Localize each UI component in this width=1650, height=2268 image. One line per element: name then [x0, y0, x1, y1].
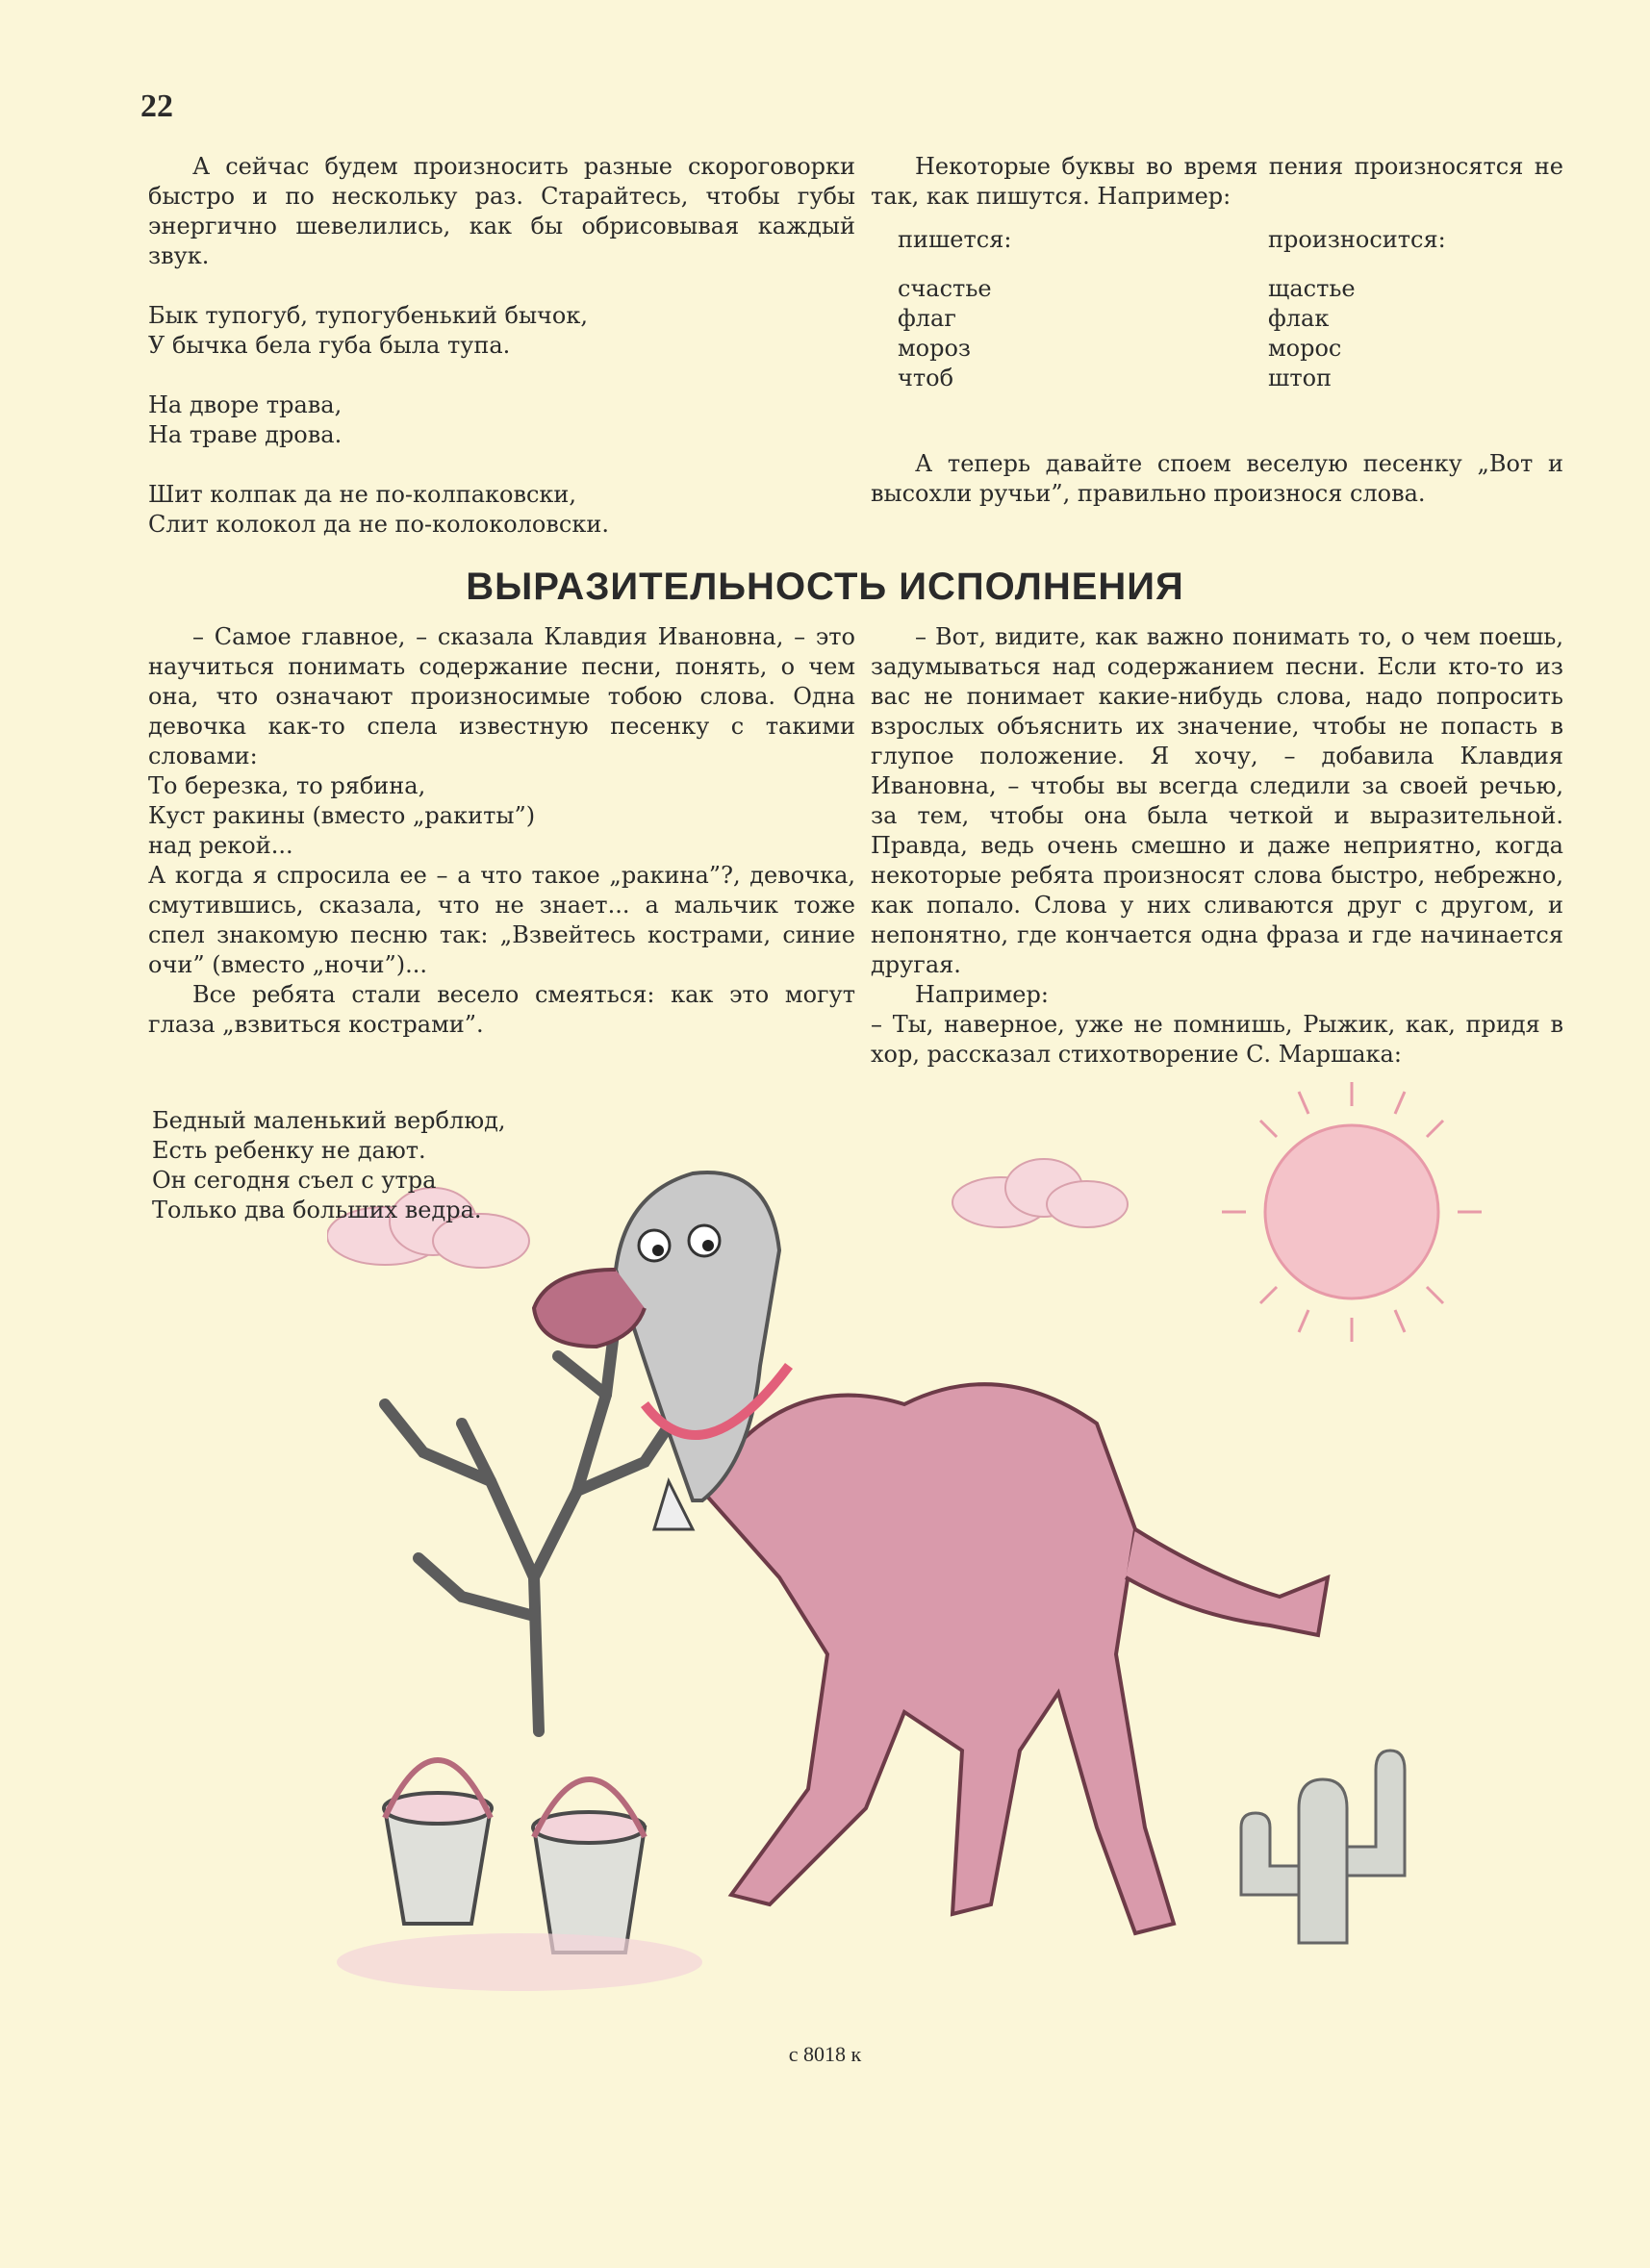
paragraph: – Самое главное, – сказала Клавдия Ивановна, – это научиться понимать содержание песни, понять, о чем она, что означают произносимые тобою слова. Одна девочка как-то спела известную песенку с такими словами: [148, 623, 855, 769]
song-quote: То березка, то рябина, Куст ракины (вместо „ракиты”) над рекой... [148, 772, 536, 859]
pronunciation-outro: А теперь давайте споем веселую песенку „Вот и высохли ручьи”, правильно произнося слова. [871, 450, 1563, 507]
spoken-word: штоп [1268, 365, 1333, 391]
written-word: чтоб [898, 365, 954, 391]
camel-illustration [327, 1077, 1578, 2020]
intro-paragraph: А сейчас будем произносить разные скороговорки быстро и по нескольку раз. Старайтесь, чтобы губы энергично шевелились, как бы обрисовывая каждый звук. [148, 153, 855, 269]
camel-icon [534, 1172, 1328, 1933]
print-code: с 8018 к [788, 2042, 862, 2066]
bucket-icon [384, 1760, 492, 1924]
left-middle-column [148, 622, 855, 1040]
bucket-icon [533, 1779, 645, 1953]
spoken-header: произносится: [1268, 226, 1446, 253]
paragraph: – Ты, наверное, уже не помнишь, Рыжик, как, придя в хор, рассказал стихотворение С. Маршака: [871, 1011, 1563, 1068]
right-middle-column [871, 622, 1563, 1070]
page-number: 22 [140, 88, 173, 124]
pronunciation-table [898, 225, 1563, 393]
tongue-twister: Шит колпак да не по-колпаковски, Слит колокол да не по-колоколовски. [148, 481, 609, 538]
spoken-word: флак [1268, 305, 1330, 332]
tongue-twister: На дворе трава, На траве дрова. [148, 391, 343, 448]
paragraph: – Вот, видите, как важно понимать то, о чем поешь, задумываться над содержанием песни. Если кто-то из вас не понимает какие-нибудь слова, надо попросить взрослых объяснить их значение, чтобы не попасть в глупое положение. Я хочу, – добавила Клавдия Ивановна, – чтобы вы всегда следили за своей речью, за тем, чтобы она была четкой и выразительной. Правда, ведь очень смешно и даже неприятно, когда некоторые ребята произносят слова быстро, небрежно, как попало. Слова у них сливаются друг с другом, и непонятно, где кончается одна фраза и где начинается другая. [871, 623, 1563, 978]
written-word: флаг [898, 305, 956, 332]
paragraph: Все ребята стали весело смеяться: как это могут глаза „взвиться кострами”. [148, 981, 855, 1038]
puddle [337, 1933, 702, 1991]
paragraph: Например: [915, 981, 1049, 1008]
section-title: ВЫРАЗИТЕЛЬНОСТЬ ИСПОЛНЕНИЯ [466, 566, 1184, 608]
sun-icon [1222, 1082, 1482, 1342]
poem-text: Бедный маленький верблюд, Есть ребенку не дают. Он сегодня съел с утра Только два больших ведра. [152, 1107, 506, 1223]
tongue-twister: Бык тупогуб, тупогубенький бычок, У бычка бела губа была тупа. [148, 302, 588, 359]
spoken-word: морос [1268, 335, 1342, 362]
cloud-icon [952, 1159, 1128, 1227]
cactus-icon [1241, 1751, 1405, 1943]
left-top-column [148, 152, 855, 540]
right-top-column [871, 152, 1563, 509]
written-header: пишется: [898, 226, 1012, 253]
spoken-word: щастье [1268, 275, 1356, 302]
camel-poem [152, 1106, 506, 1225]
paragraph: А когда я спросила ее – а что такое „ракина”?, девочка, смутившись, сказала, что не знает... а мальчик тоже спел знакомую песню так: „Взвейтесь кострами, синие очи” (вместо „ночи”)... [148, 862, 855, 978]
pronunciation-intro: Некоторые буквы во время пения произносятся не так, как пишутся. Например: [871, 153, 1563, 210]
tree-icon [385, 1318, 683, 1731]
written-word: мороз [898, 335, 972, 362]
written-word: счастье [898, 275, 992, 302]
